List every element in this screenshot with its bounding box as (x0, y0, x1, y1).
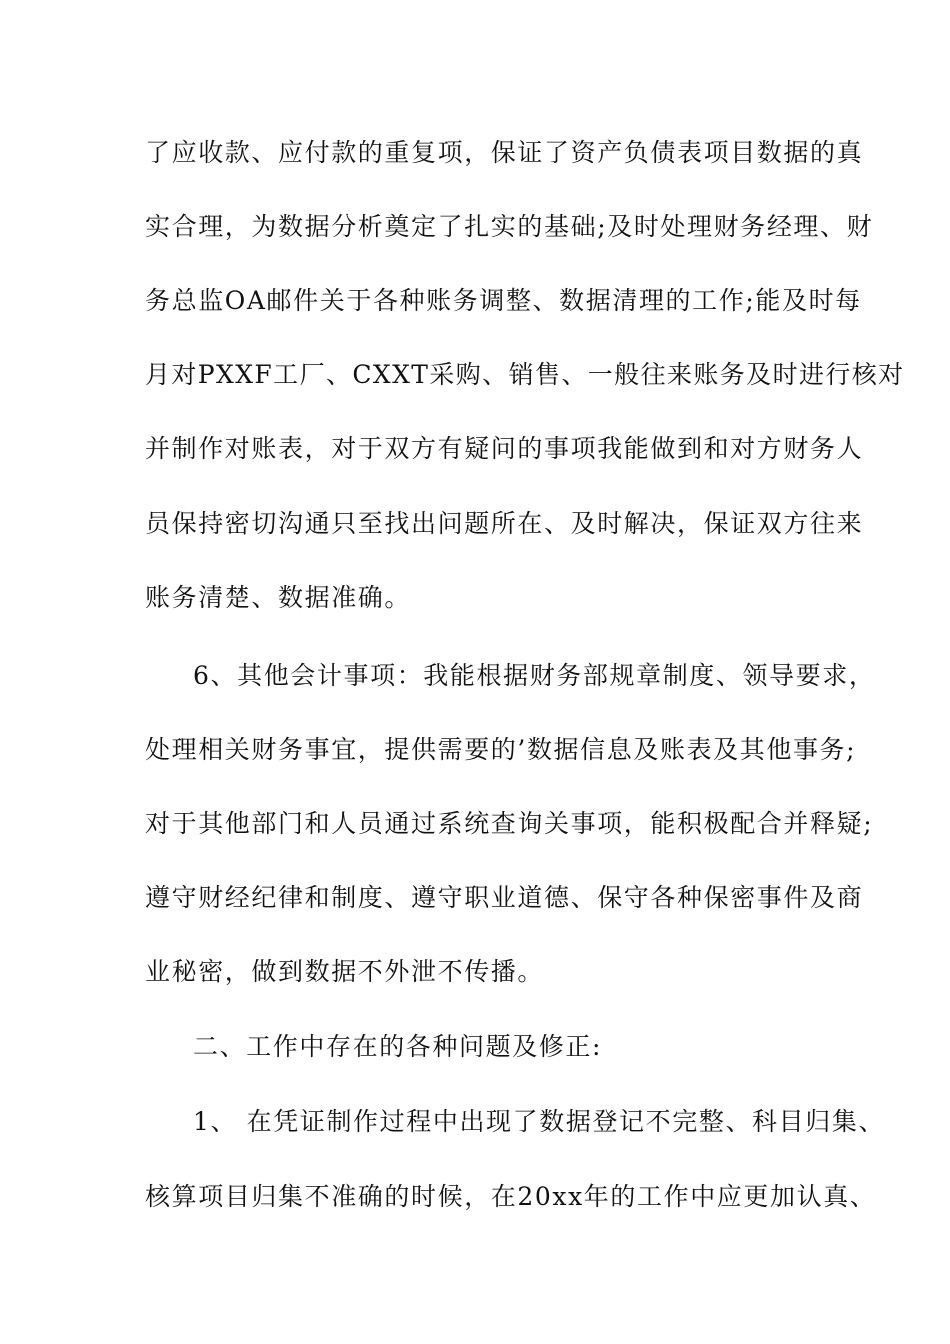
text-line-5: 并制作对账表，对于双方有疑问的事项我能做到和对方财务人 (145, 434, 864, 463)
text-line-1: 了应收款、应付款的重复项，保证了资产负债表项目数据的真 (145, 138, 864, 167)
text-line-14: 1、 在凭证制作过程中出现了数据登记不完整、科目归集、 (193, 1107, 886, 1136)
text-line-15: 核算项目归集不准确的时候，在20xx年的工作中应更加认真、 (145, 1182, 877, 1211)
text-line-8: 6、其他会计事项：我能根据财务部规章制度、领导要求， (193, 661, 876, 690)
text-line-11: 遵守财经纪律和制度、遵守职业道德、保守各种保密事件及商 (145, 883, 864, 912)
text-line-4: 月对PXXF工厂、CXXT采购、销售、一般往来账务及时进行核对 (145, 360, 905, 389)
text-line-9: 处理相关财务事宜，提供需要的’数据信息及账表及其他事务; (145, 735, 857, 764)
text-line-3: 务总监OA邮件关于各种账务调整、数据清理的工作;能及时每 (145, 286, 862, 315)
text-line-12: 业秘密，做到数据不外泄不传播。 (145, 957, 545, 986)
text-line-10: 对于其他部门和人员通过系统查询关事项，能积极配合并释疑; (145, 809, 874, 838)
text-line-2: 实合理，为数据分析奠定了扎实的基础;及时处理财务经理、财 (145, 212, 874, 241)
text-line-6: 员保持密切沟通只至找出问题所在、及时解决，保证双方往来 (145, 509, 864, 538)
section-heading: 二、工作中存在的各种问题及修正: (193, 1032, 603, 1061)
text-line-7: 账务清楚、数据准确。 (145, 583, 412, 612)
